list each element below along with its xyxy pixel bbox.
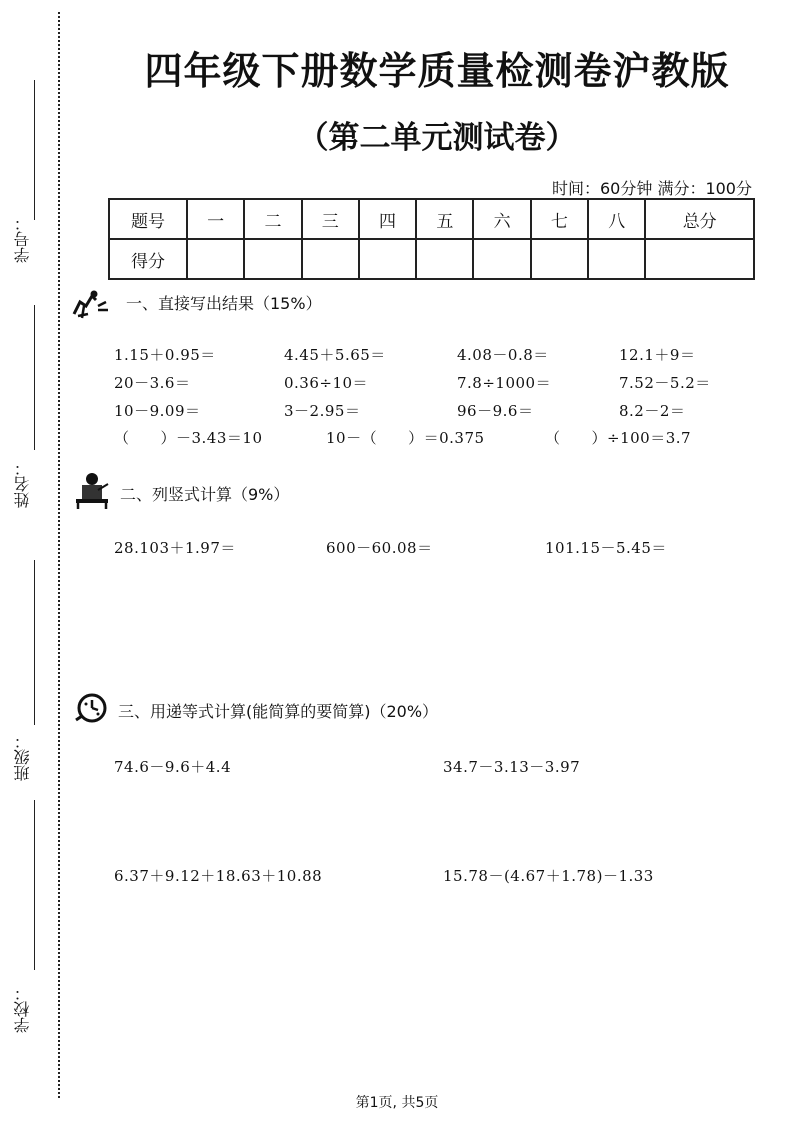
page-title: 四年级下册数学质量检测卷沪教版 [144,49,730,93]
binding-dotted-line [58,12,60,1098]
question-1-7: 7.8÷1000＝ [457,374,552,392]
section-1-title: 一、直接写出结果（15%） [126,294,322,313]
score-table-col: 一 [187,199,244,239]
name-line[interactable] [34,305,35,450]
score-cell[interactable] [473,239,530,279]
exam-info: 时间：60分钟 满分：100分 [552,179,752,198]
question-1-9: 10－9.09＝ [114,402,201,420]
score-table-score-row [109,239,754,279]
score-table-col: 总分 [645,199,754,239]
score-table-row-label: 题号 [109,199,187,239]
student-id-line[interactable] [34,80,35,220]
runner-icon [70,288,110,320]
name-label: 姓名： [13,460,32,508]
question-1-14: 10－（ ）＝0.375 [326,429,485,447]
score-table-col: 五 [416,199,473,239]
question-1-8: 7.52－5.2＝ [619,374,711,392]
score-table-col: 二 [244,199,301,239]
student-id-label: 学号： [13,215,32,263]
score-table [108,198,755,280]
question-1-13: （ ）－3.43＝10 [114,429,263,447]
question-1-10: 3－2.95＝ [284,402,361,420]
score-table-col: 三 [302,199,359,239]
section-3-title: 三、用递等式计算(能简算的要简算)（20%） [118,702,439,721]
question-1-2: 4.45＋5.65＝ [284,346,386,364]
question-1-5: 20－3.6＝ [114,374,191,392]
score-table-row-label: 得分 [109,239,187,279]
clock-icon [72,692,108,726]
question-1-3: 4.08－0.8＝ [457,346,549,364]
question-3-3: 6.37＋9.12＋18.63＋10.88 [114,867,323,885]
section-2-title: 二、列竖式计算（9%） [120,485,290,504]
question-2-3: 101.15－5.45＝ [545,539,667,557]
school-line[interactable] [34,800,35,970]
score-table-col: 七 [531,199,588,239]
question-3-2: 34.7－3.13－3.97 [443,758,581,776]
question-1-4: 12.1＋9＝ [619,346,696,364]
student-at-desk-icon [72,470,112,510]
question-1-1: 1.15＋0.95＝ [114,346,216,364]
class-label: 班级： [13,733,32,781]
question-3-1: 74.6－9.6＋4.4 [114,758,232,776]
score-cell[interactable] [531,239,588,279]
score-cell[interactable] [588,239,645,279]
score-table-header-row [109,199,754,239]
score-cell[interactable] [645,239,754,279]
page-subtitle: （第二单元测试卷） [297,120,577,156]
score-cell[interactable] [302,239,359,279]
score-table-col: 八 [588,199,645,239]
score-table-col: 四 [359,199,416,239]
question-2-2: 600－60.08＝ [326,539,433,557]
question-1-6: 0.36÷10＝ [284,374,369,392]
question-1-11: 96－9.6＝ [457,402,534,420]
score-cell[interactable] [244,239,301,279]
class-line[interactable] [34,560,35,725]
question-1-15: （ ）÷100＝3.7 [545,429,692,447]
score-table-col: 六 [473,199,530,239]
question-3-4: 15.78－(4.67＋1.78)－1.33 [443,867,654,885]
question-1-12: 8.2－2＝ [619,402,686,420]
school-label: 学校： [13,985,32,1033]
page-number: 第1页, 共5页 [355,1095,439,1111]
score-cell[interactable] [187,239,244,279]
question-2-1: 28.103＋1.97＝ [114,539,236,557]
score-cell[interactable] [416,239,473,279]
score-cell[interactable] [359,239,416,279]
